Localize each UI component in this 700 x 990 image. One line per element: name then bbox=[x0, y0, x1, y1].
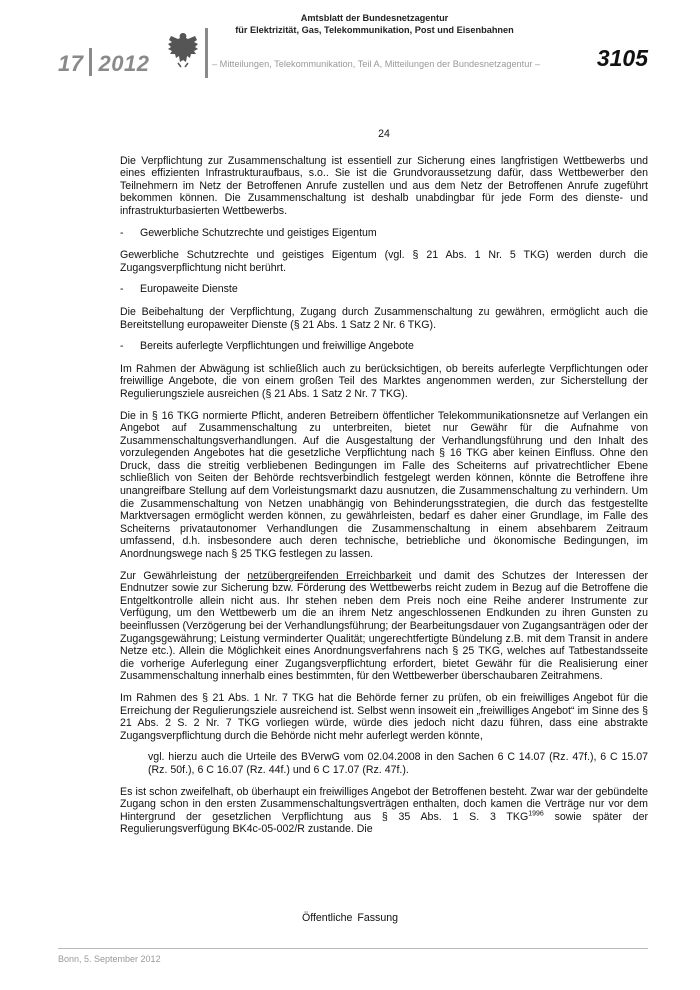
issue-number: 17 bbox=[58, 51, 84, 76]
federal-eagle-icon bbox=[166, 30, 200, 70]
footer-divider bbox=[58, 948, 648, 949]
inner-page-number: 24 bbox=[378, 128, 390, 140]
page-header bbox=[0, 0, 700, 100]
underlined-term: netzübergreifenden Erreichbarkeit bbox=[247, 569, 412, 582]
paragraph-8-rest: sowie später der Regulierungsverfügung BK4c-05-002/R zustande. Die bbox=[120, 810, 648, 836]
paragraph-6-rest: und damit des Schutzes der Interessen der Endnutzer sowie zur Sicherung bzw. Förderung des Wettbewerbs reicht zudem in Bezug auf die Betroffene die Entgeltkontrolle allein nicht aus. Ihr stehen neben dem Preis noch eine Reihe anderer Instrumente zur Verfügung, um den Wettbewerb um die an ihrem Netz angeschlossenen Endkunden zu ihren Gunsten zu beeinflussen (Verzögerung bei der Verhandlungsführung; der Bearbeitungsdauer von Zugangsanträgen oder der Zugangsgewährung; Leistung verminderter Qualität; ungerechtfertigte Bündelung z.B. mit dem Transit in andere Netze etc.). Allein die Möglichkeit eines Anordnungsverfahrens nach § 25 TKG, welches auf Tatbestandsseite die vorherige Auferlegung einer Zugangsverpflichtung erfordert, bietet Gewähr für die Realisierung einer Zusammenschaltung innerhalb eines bestimmten, für den Wettbewerber überschaubaren Zeitrahmens. bbox=[120, 569, 648, 683]
bullet-text: Bereits auferlegte Verpflichtungen und freiwillige Angebote bbox=[140, 340, 414, 353]
paragraph-6 bbox=[120, 570, 648, 683]
issue-label bbox=[58, 48, 149, 77]
bullet-text: Gewerbliche Schutzrechte und geistiges Eigentum bbox=[140, 226, 377, 239]
issue-year: 2012 bbox=[98, 51, 150, 76]
issue-separator bbox=[89, 48, 92, 76]
court-citation: vgl. hierzu auch die Urteile des BVerwG vom 02.04.2008 in den Sachen 6 C 14.07 (Rz. 47f.), 6 C 15.07 (Rz. 50f.), 6 C 16.07 (Rz. 44f.) und 6 C 17.07 (Rz. 47f.). bbox=[148, 751, 648, 776]
page-number: 3105 bbox=[596, 45, 648, 71]
bullet-item-1 bbox=[120, 227, 648, 240]
header-divider bbox=[205, 28, 208, 78]
org-line-2: für Elektrizität, Gas, Telekommunikation, Post und Eisenbahnen bbox=[235, 25, 514, 35]
paragraph-8 bbox=[120, 786, 648, 836]
footer-place-date: Bonn, 5. September 2012 bbox=[58, 954, 161, 964]
bullet-item-2 bbox=[120, 283, 648, 296]
paragraph-5: Die in § 16 TKG normierte Pflicht, anderen Betreibern öffentlicher Telekommunikationsnetze auf Verlangen ein Angebot auf Zusammenschaltung zu unterbreiten, bietet nur Gewähr für die Aufnahme von Zusammenschaltungsverhandlungen. Auf die Ausgestaltung der Verhandlungsführung und den Inhalt des vorzulegenden Angebotes hat die gesetzliche Verpflichtung nach § 16 TKG aber keinen Einfluss. Ohne den Druck, dass die streitig verbliebenen Bedingungen im Falle des Scheiterns auf privatrechtlicher Ebene schließlich von Seiten der Behörde rechtsverbindlich festgelegt werden können, könnte die Betroffene ihre unangreifbare Stellung auf dem Vorleistungsmarkt dazu ausnutzen, die Zusammenschaltung zu verhindern. Um die Zusammenschaltung von Netzen unabhängig von Behinderungsstrategien, die durch das festgestellte Marktversagen ermöglicht werden können, zu gewährleisten, bedarf es daher einer Grundlage, im Falle des Scheiterns privatautonomer Verhandlungen die Zusammenschaltung in einem absehbarem Zeitraum umfassend, d.h. insbesondere auch deren technische, betriebliche und ökonomische Bedingungen, im Anordnungswege nach § 25 TKG festlegen zu lassen. bbox=[120, 409, 648, 561]
publication-title bbox=[212, 12, 537, 36]
paragraph-8-start: Es ist schon zweifelhaft, ob überhaupt ein freiwilliges Angebot der Betroffenen besteht. Zwar war der gebündelte Zugang schon in den ersten Zusammenschaltungsverträgen enthalten, doch kamen die Verträge nur vor dem Hintergrund der gesetzlichen Verpflichtung aus § 35 Abs. 1 S. 3 TKG bbox=[120, 785, 648, 823]
paragraph-7: Im Rahmen des § 21 Abs. 1 Nr. 7 TKG hat die Behörde ferner zu prüfen, ob ein freiwilliges Angebot für die Erreichung der Regulierungsziele ausreichend ist. Selbst wenn insoweit ein „freiwilliges Angebot“ im Sinne des § 21 Abs. 2 S. 2 Nr. 7 TKG vorliegen würde, würde dies jedoch nicht dazu führen, dass eine abstrakte Zugangsverpflichtung durch die Behörde nicht mehr auferlegt werden könnte, bbox=[120, 691, 648, 742]
public-version-label: Öffentliche Fassung bbox=[301, 912, 399, 924]
bullet-text: Europaweite Dienste bbox=[140, 283, 238, 296]
publication-subtitle: – Mitteilungen, Telekommunikation, Teil A, Mitteilungen der Bundesnetzagentur – bbox=[212, 59, 541, 69]
paragraph-6-start: Zur Gewährleistung der bbox=[120, 569, 248, 582]
org-line-1: Amtsblatt der Bundesnetzagentur bbox=[300, 13, 449, 23]
paragraph-4: Im Rahmen der Abwägung ist schließlich auch zu berücksichtigen, ob bereits auferlegte Verpflichtungen oder freiwillige Angebote, die von einem großen Teil des Marktes angenommen werden, zur Sicherstellung der Regulierungsziele ausreichen (§ 21 Abs. 1 Satz 2 Nr. 7 TKG). bbox=[120, 362, 648, 400]
bullet-dash: - bbox=[120, 226, 124, 239]
bullet-item-3 bbox=[120, 340, 648, 353]
paragraph-1: Die Verpflichtung zur Zusammenschaltung ist essentiell zur Sicherung eines langfristigen Wettbewerbs und eines effizienten Infrastrukturaufbaus, s.o.. Sie ist die Grundvoraussetzung dafür, dass Wettbewerber den Teilnehmern im Netz der Betroffenen Anrufe zustellen und aus dem Netz der Betroffenen Anrufe zugeführt bekommen können. Die Zusammenschaltung ist deshalb unabdingbar für jede Form des dienste- und infrastrukturbasierten Wettbewerbs. bbox=[120, 154, 648, 217]
bullet-dash: - bbox=[120, 340, 124, 353]
footnote-superscript: 1996 bbox=[528, 810, 544, 818]
document-body bbox=[120, 128, 648, 845]
paragraph-3: Die Beibehaltung der Verpflichtung, Zugang durch Zusammenschaltung zu gewähren, ermöglicht auch die Bereitstellung europaweiter Dienste (§ 21 Abs. 1 Satz 2 Nr. 6 TKG). bbox=[120, 305, 648, 331]
bullet-dash: - bbox=[120, 283, 124, 296]
paragraph-2: Gewerbliche Schutzrechte und geistiges Eigentum (vgl. § 21 Abs. 1 Nr. 5 TKG) werden durch die Zugangsverpflichtung nicht berührt. bbox=[120, 249, 648, 274]
